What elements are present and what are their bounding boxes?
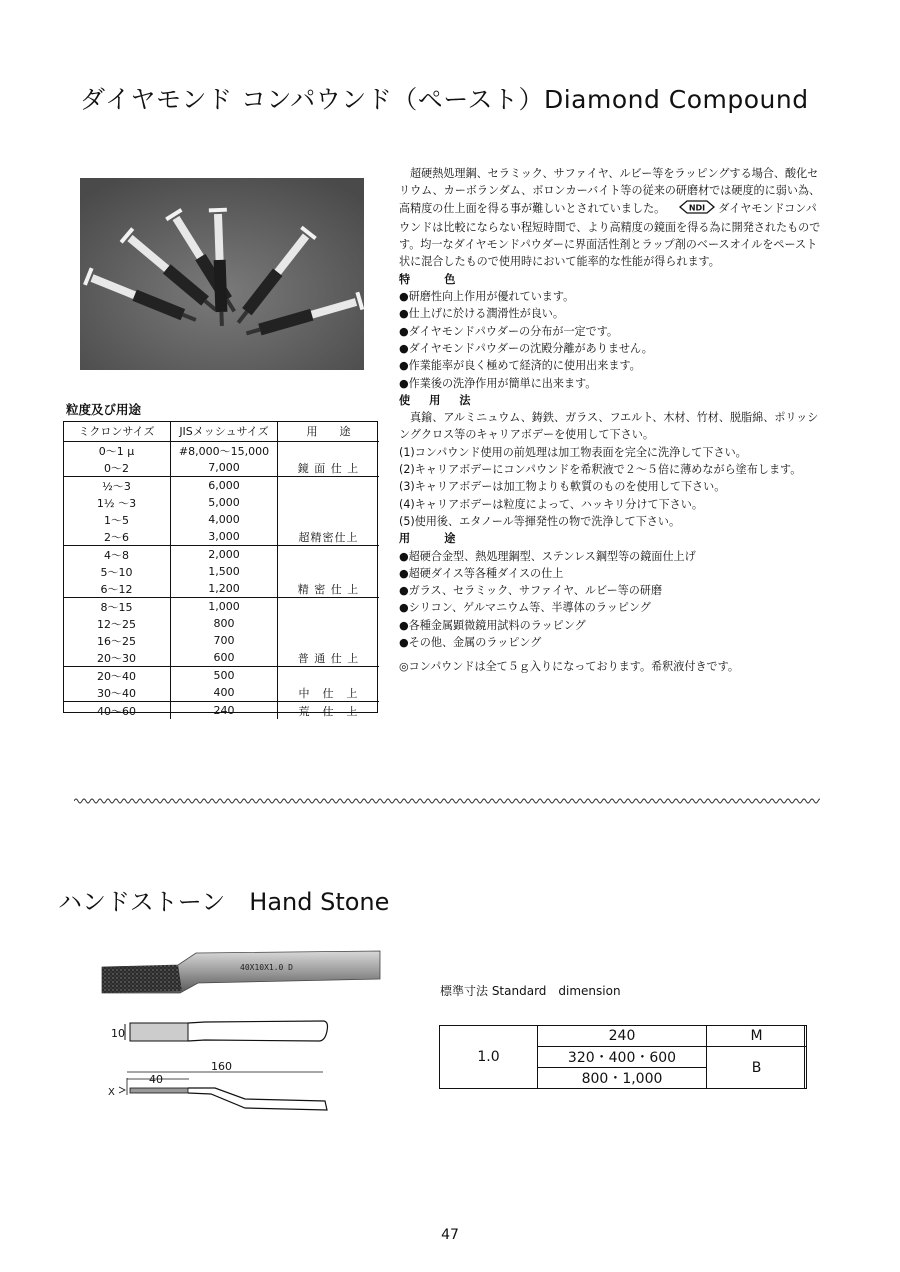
intro-text-b: ダイヤモンドコンパウンドは比較にならない程短時間で、より高精度の鏡面を得る為に開発されたものです。均一なダイヤモンドパウダーに界面活性剤とラップ剤のベースオイルをペースト状に混合したもので使用時において能率的な性能が得られます。	[399, 201, 821, 269]
features-heading: 特 色	[399, 272, 460, 286]
table-row	[63, 580, 379, 598]
section-title-hand-stone: ハンドストーン Hand Stone	[58, 888, 390, 916]
usage-intro: 真鍮、アルミニュウム、鋳鉄、ガラス、フエルト、木材、竹材、脱脂綿、ポリッシングクロス等のキャリアボデーを使用して下さい。	[399, 411, 819, 442]
package-note: ◎コンパウンドは全て５ｇ入りになっております。希釈液付きです。	[399, 660, 739, 674]
micron-size-cell: 4〜8	[63, 546, 171, 564]
jis-mesh-cell: 4,000	[171, 511, 278, 528]
table-row	[63, 459, 379, 477]
section-title-diamond-compound: ダイヤモンド コンパウンド（ペースト）Diamond Compound	[80, 85, 809, 114]
dim-height-label: 10	[111, 1027, 125, 1040]
usage-cell: 普 通 仕 上	[278, 649, 380, 667]
usage-cell	[278, 494, 380, 511]
usage-cell	[278, 615, 380, 632]
usage-cell: 荒 仕 上	[278, 702, 380, 720]
jis-mesh-cell: 500	[171, 667, 278, 685]
table-row	[63, 649, 379, 667]
application-item: ●超硬ダイス等各種ダイスの仕上	[399, 566, 564, 580]
features-list	[399, 288, 823, 392]
table-row	[440, 1026, 807, 1047]
grade-cell: B	[707, 1047, 807, 1089]
jis-mesh-cell: 1,000	[171, 598, 278, 616]
hand-stone-photo	[100, 945, 382, 1000]
jis-mesh-cell: 2,000	[171, 546, 278, 564]
syringe-illustration	[80, 178, 364, 370]
usage-step: (1)コンパウンド使用の前処理は加工物表面を完全に洗浄して下さい。	[399, 445, 747, 459]
dim-x-label: X	[108, 1087, 115, 1098]
micron-size-cell: 12〜25	[97, 617, 136, 631]
usage-cell: 精 密 仕 上	[278, 580, 380, 598]
micron-size-cell: 20〜40	[63, 667, 171, 685]
jis-mesh-cell: 1,200	[171, 580, 278, 598]
usage-cell	[278, 667, 380, 685]
table-row	[63, 667, 379, 685]
micron-size-cell: 5〜10	[100, 565, 133, 579]
table-row	[63, 615, 379, 632]
table-row	[63, 494, 379, 511]
standard-dimension-label: 標準寸法 Standard dimension	[440, 984, 621, 998]
micron-size-cell: 0〜1 μ	[98, 444, 135, 458]
ndi-logo-text: NDI	[689, 203, 706, 213]
usage-cell	[278, 598, 380, 616]
usage-cell: 中 仕 上	[278, 684, 380, 702]
jis-mesh-cell: 5,000	[171, 494, 278, 511]
table-row	[63, 442, 379, 460]
jis-mesh-cell: 3,000	[171, 528, 278, 546]
usage-step: (4)キャリアボデーは粒度によって、ハッキリ分けて下さい。	[399, 497, 703, 511]
usage-step: (5)使用後、エタノール等揮発性の物で洗浄して下さい。	[399, 514, 681, 528]
usage-cell	[278, 546, 380, 564]
micron-size-cell: 40〜60	[63, 702, 171, 720]
usage-step: (2)キャリアボデーにコンパウンドを希釈液で２〜５倍に薄めながら塗布します。	[399, 463, 802, 477]
usage-cell: 鏡 面 仕 上	[278, 459, 380, 477]
application-item: ●各種金属顕微鏡用試料のラッピング	[399, 618, 586, 632]
applications-heading: 用 途	[399, 532, 460, 546]
jis-mesh-cell: 240	[171, 702, 278, 720]
feature-item: ●作業能率が良く極めて経済的に使用出来ます。	[399, 359, 641, 373]
table-row	[63, 477, 379, 495]
page-number: 47	[441, 1227, 459, 1243]
column-header-jis: JISメッシュサイズ	[171, 421, 278, 442]
table-row	[63, 563, 379, 580]
grade-table-heading: 粒度及び用途	[66, 402, 142, 417]
hand-stone-technical-drawing	[105, 1015, 345, 1120]
jis-mesh-cell: 700	[171, 632, 278, 649]
applications-list	[399, 548, 823, 652]
syringe-photo	[80, 178, 364, 370]
feature-item: ●仕上げに於ける潤滑性が良い。	[399, 307, 564, 321]
grade-cell: M	[707, 1026, 807, 1047]
usage-step: (3)キャリアボデーは加工物よりも軟質のものを使用して下さい。	[399, 480, 726, 494]
jis-mesh-cell: 400	[171, 684, 278, 702]
table-row	[63, 702, 379, 720]
table-row	[63, 546, 379, 564]
column-header-usage: 用 途	[278, 421, 380, 442]
micron-size-cell: 1〜5	[104, 513, 129, 527]
standard-dimension-table	[439, 1025, 807, 1089]
usage-cell	[278, 632, 380, 649]
feature-item: ●ダイヤモンドパウダーの沈殿分離がありません。	[399, 341, 653, 355]
jis-mesh-cell: 6,000	[171, 477, 278, 495]
table-row	[63, 684, 379, 702]
table-row	[63, 632, 379, 649]
grade-table	[63, 421, 379, 719]
feature-item: ●研磨性向上作用が優れています。	[399, 290, 575, 304]
stone-marking-text: 40X10X1.0 D	[240, 963, 293, 972]
micron-size-cell: 6〜12	[100, 582, 133, 596]
micron-size-cell: 8〜15	[63, 598, 171, 616]
feature-item: ●ダイヤモンドパウダーの分布が一定です。	[399, 324, 619, 338]
micron-size-cell: 2〜6	[104, 530, 129, 544]
grit-cell: 240	[538, 1026, 707, 1047]
jis-mesh-cell: 1,500	[171, 563, 278, 580]
micron-size-cell: 1½ 〜3	[96, 496, 137, 510]
grit-cell: 320・400・600	[538, 1047, 707, 1068]
table-row	[63, 528, 379, 546]
micron-size-cell: 0〜2	[104, 461, 129, 475]
grade-table-header-row	[63, 421, 379, 442]
application-item: ●ガラス、セラミック、サファイヤ、ルビー等の研磨	[399, 584, 663, 598]
column-header-micron: ミクロンサイズ	[63, 421, 171, 442]
feature-item: ●作業後の洗浄作用が簡単に出来ます。	[399, 376, 597, 390]
decorative-divider	[74, 796, 820, 806]
grit-cell: 800・1,000	[538, 1068, 707, 1089]
application-item: ●超硬合金型、熱処理鋼型、ステンレス鋼型等の鏡面仕上げ	[399, 549, 696, 563]
intro-paragraph	[399, 165, 823, 271]
intro-text-a: 超硬熱処理鋼、セラミック、サファイヤ、ルビー等をラッピングする場合、酸化セリウム、カーボランダム、ボロンカーバイト等の従来の研磨材では硬度的に弱い為、高精度の仕上面を得る事が難しいとされていました。	[399, 167, 821, 215]
micron-size-cell: 16〜25	[97, 634, 136, 648]
grade-table-body	[63, 442, 379, 720]
application-item: ●その他、金属のラッピング	[399, 636, 542, 650]
jis-mesh-cell: 600	[171, 649, 278, 667]
jis-mesh-cell: 7,000	[171, 459, 278, 477]
usage-cell	[278, 477, 380, 495]
usage-cell	[278, 511, 380, 528]
application-item: ●シリコン、ゲルマニウム等、半導体のラッピング	[399, 601, 651, 615]
thickness-cell: 1.0	[440, 1026, 538, 1089]
dim-length-label: 160	[211, 1060, 232, 1073]
usage-cell: 超精密仕上	[278, 528, 380, 546]
usage-cell	[278, 563, 380, 580]
usage-steps-list	[399, 444, 823, 530]
micron-size-cell: 30〜40	[97, 686, 136, 700]
table-row	[63, 598, 379, 616]
micron-size-cell: ½〜3	[63, 477, 171, 495]
usage-heading: 使 用 法	[399, 393, 475, 407]
usage-cell	[278, 442, 380, 460]
table-row	[63, 511, 379, 528]
jis-mesh-cell: 800	[171, 615, 278, 632]
ndi-logo-icon	[667, 200, 716, 219]
dim-tip-label: 40	[149, 1073, 163, 1086]
jis-mesh-cell: #8,000〜15,000	[171, 442, 278, 460]
micron-size-cell: 20〜30	[97, 651, 136, 665]
description-block	[399, 165, 823, 676]
